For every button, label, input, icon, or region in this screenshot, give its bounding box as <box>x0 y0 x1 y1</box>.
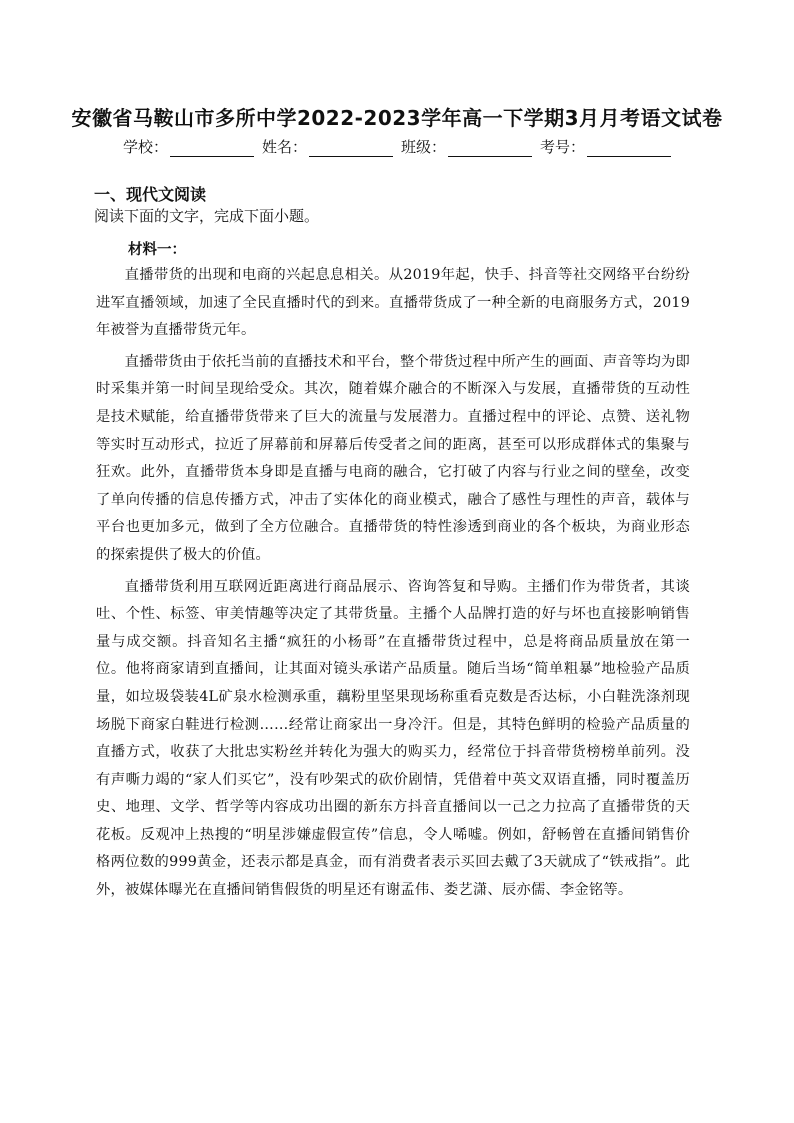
material-label: 材料一： <box>128 242 186 258</box>
paragraph: 直播带货利用互联网近距离进行商品展示、咨询答复和导购。主播们作为带货者，其谈吐、个性、标签、审美情趣等决定了其带货量。主播个人品牌打造的好与坏也直接影响销售量与成交额。抖音知名主播“疯狂的小杨哥”在直播带货过程中，总是将商品质量放在第一位。他将商家请到直播间，让其面对镜头承诺产品质量。随后当场“简单粗暴”地检验产品质量，如垃圾袋装4L矿泉水检测承重，藕粉里坚果现场称重看克数是否达标，小白鞋洗涤剂现场脱下商家白鞋进行检测……经常让商家出一身冷汗。但是，其特色鲜明的检验产品质量的直播方式，收获了大批忠实粉丝并转化为强大的购买力，经常位于抖音带货榜榜单前列。没有声嘶力竭的“家人们买它”，没有吵架式的砍价剧情，凭借着中英文双语直播，同时覆盖历史、地理、文学、哲学等内容成功出圈的新东方抖音直播间以一己之力拉高了直播带货的天花板。反观冲上热搜的“明星涉嫌虚假宣传”信息，令人唏嘘。例如，舒畅曾在直播间销售价格两位数的999黄金，还表示都是真金，而有消费者表示买回去戴了3天就成了“铁戒指”。此外，被媒体曝光在直播间销售假货的明星还有谢孟伟、娄艺潇、辰亦儒、李金铭等。 <box>96 578 690 899</box>
name-label: 姓名： <box>261 138 307 156</box>
name-field <box>262 136 393 157</box>
exam-number-field <box>540 136 671 157</box>
class-label: 班级： <box>401 138 447 156</box>
school-label: 学校： <box>122 138 168 156</box>
document-title: 安徽省马鞍山市多所中学2022-2023学年高一下学期3月月考语文试卷 <box>71 106 723 130</box>
school-blank <box>170 139 254 157</box>
paragraph: 直播带货的出现和电商的兴起息息相关。从2019年起，快手、抖音等社交网络平台纷纷进军直播领域，加速了全民直播时代的到来。直播带货成了一种全新的电商服务方式，2019年被誉为直播带货元年。 <box>96 267 690 339</box>
reading-instruction: 阅读下面的文字，完成下面小题。 <box>94 207 320 225</box>
class-blank <box>448 139 532 157</box>
exam-number-blank <box>587 139 671 157</box>
class-field <box>401 136 532 157</box>
passage-body <box>96 262 690 909</box>
school-field <box>123 136 254 157</box>
name-blank <box>309 139 393 157</box>
section-heading: 一、现代文阅读 <box>94 185 207 204</box>
student-info-fields <box>0 136 794 157</box>
paragraph: 直播带货由于依托当前的直播技术和平台，整个带货过程中所产生的画面、声音等均为即时采集并第一时间呈现给受众。其次，随着媒介融合的不断深入与发展，直播带货的互动性是技术赋能，给直播带货带来了巨大的流量与发展潜力。直播过程中的评论、点赞、送礼物等实时互动形式，拉近了屏幕前和屏幕后传受者之间的距离，甚至可以形成群体式的集聚与狂欢。此外，直播带货本身即是直播与电商的融合，它打破了内容与行业之间的壁垒，改变了单向传播的信息传播方式，冲击了实体化的商业模式，融合了感性与理性的声音，载体与平台也更加多元，做到了全方位融合。直播带货的特性渗透到商业的各个板块，为商业形态的探索提供了极大的价值。 <box>96 353 690 563</box>
exam-number-label: 考号： <box>540 138 586 156</box>
